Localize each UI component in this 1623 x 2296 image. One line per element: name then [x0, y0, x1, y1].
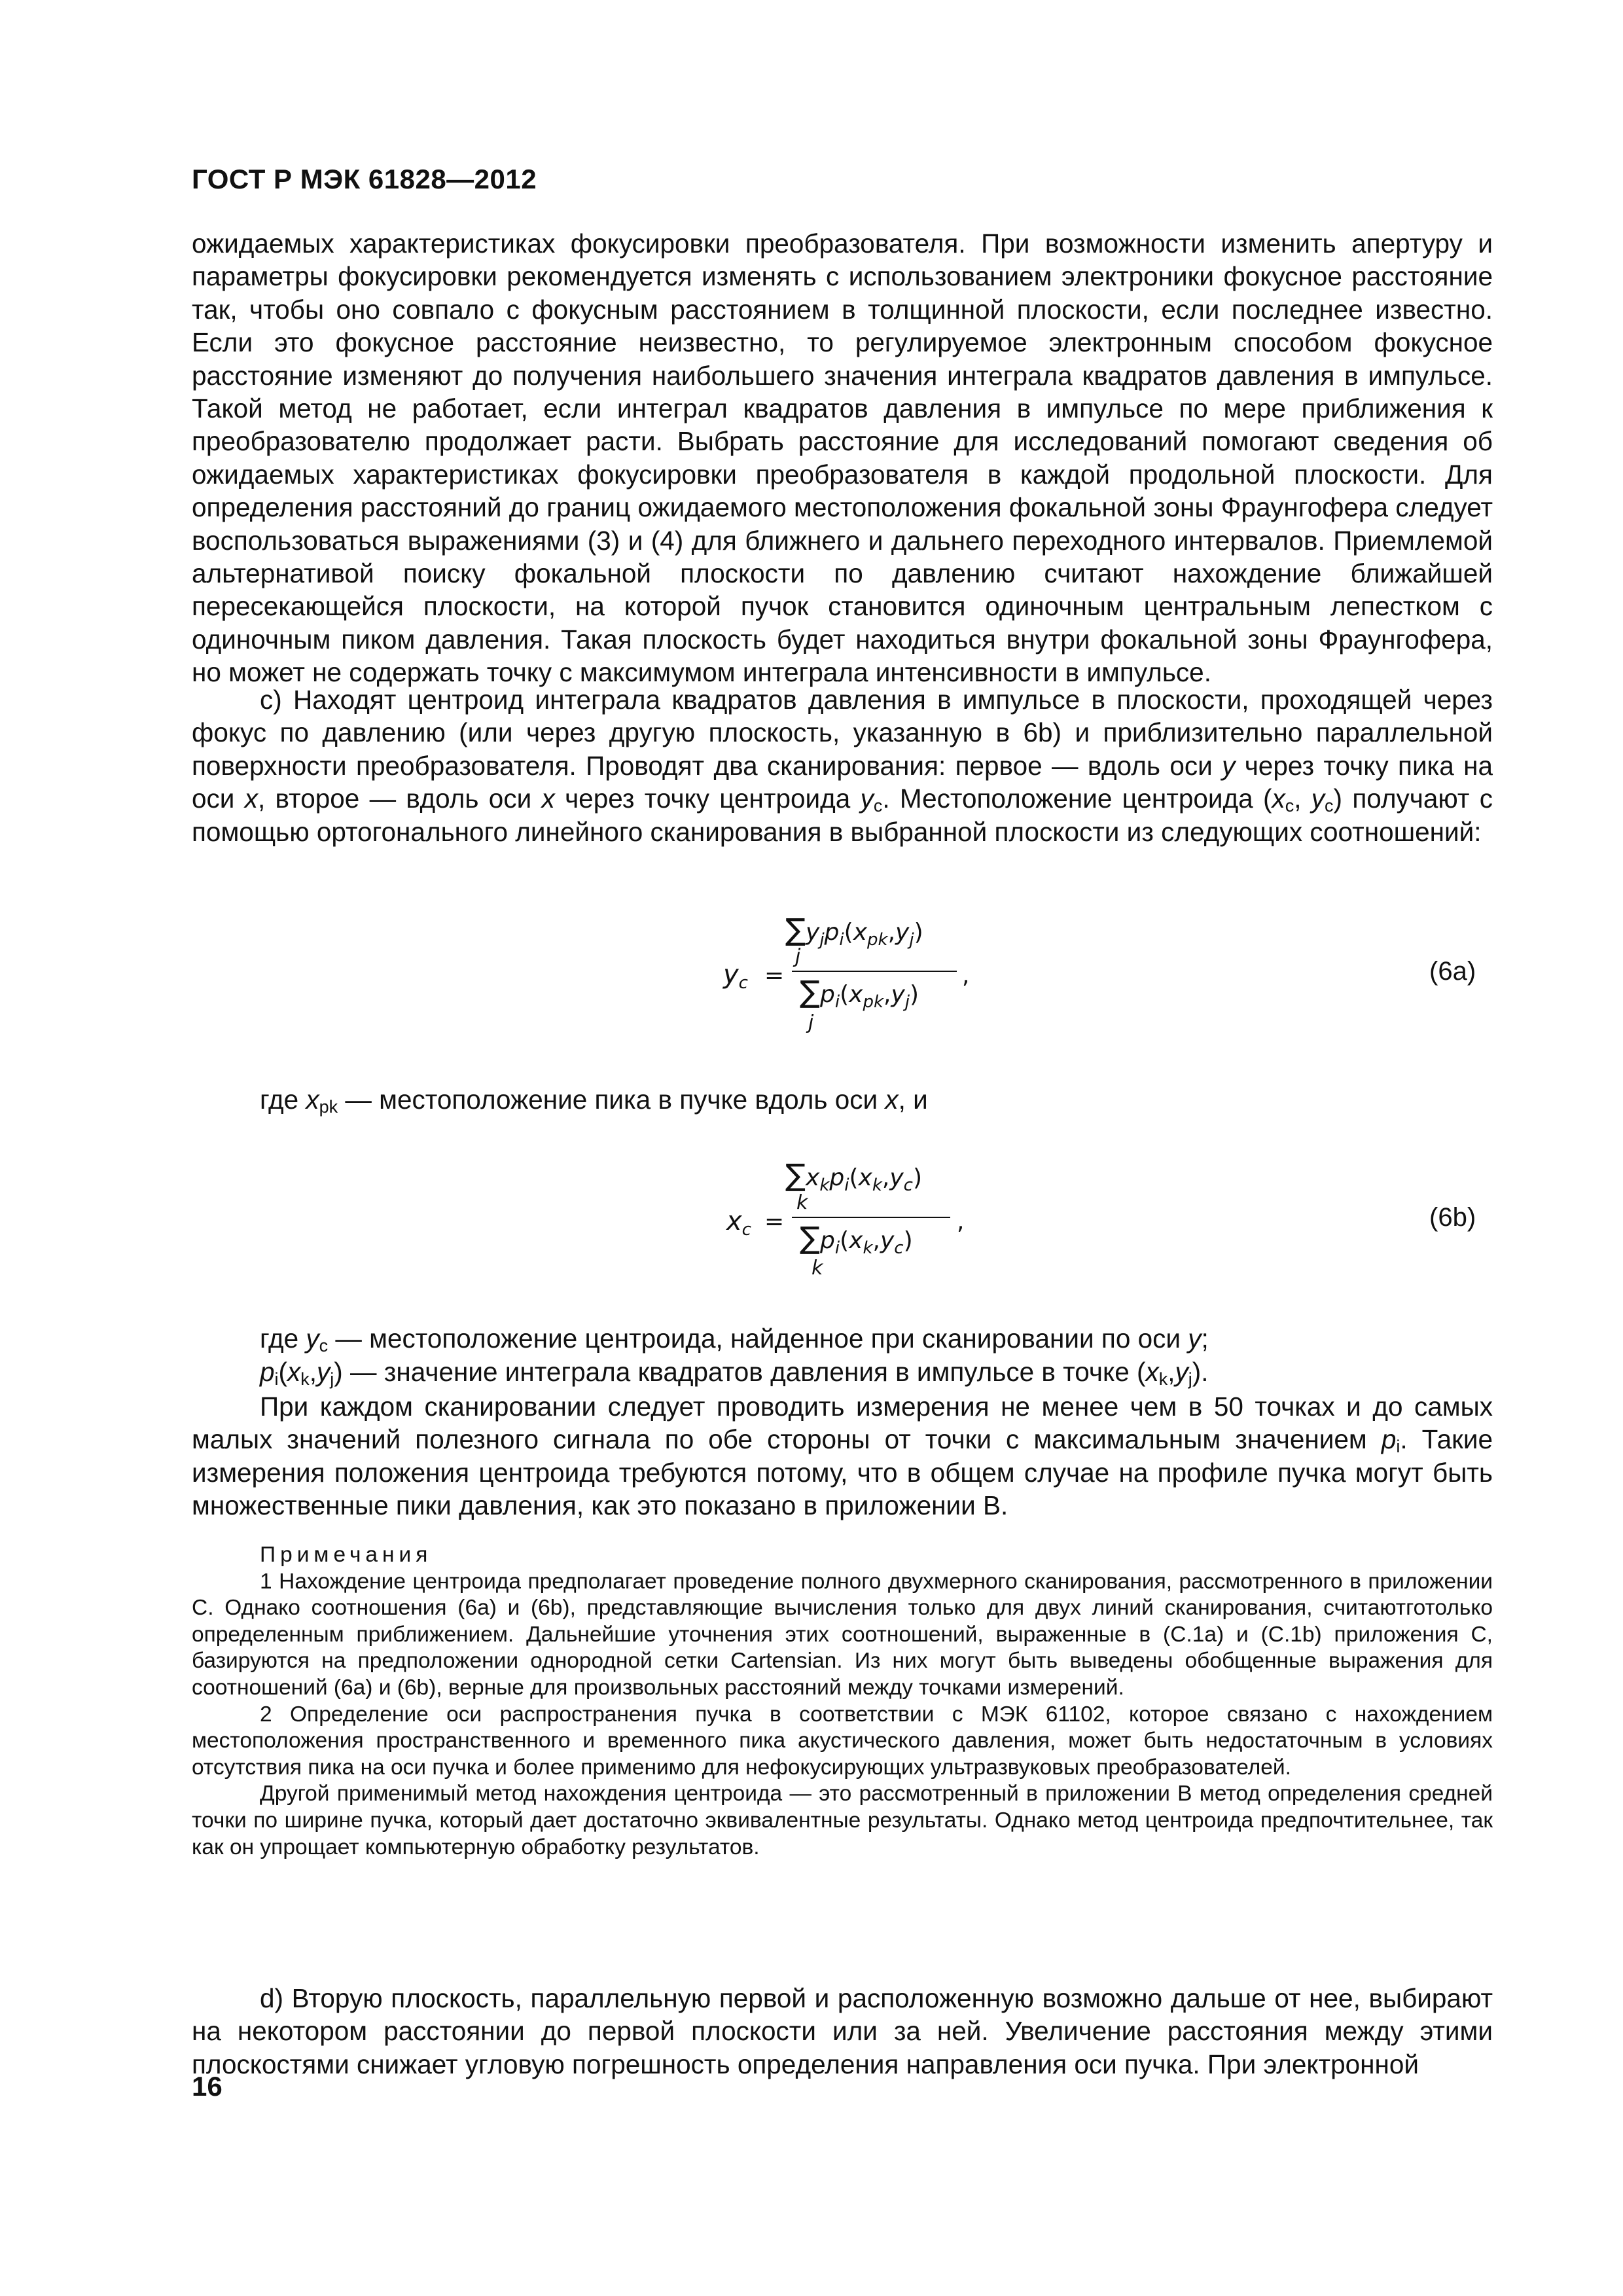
sum-index: k — [796, 1191, 808, 1214]
formula-denominator: $\sum p_i(x_{pk},y_j)$ — [800, 974, 919, 1012]
note-3: Другой применимый метод нахождения центроида — это рассмотренный в приложении В метод определения средней точки по ширине пучка, который дает достаточно эквивалентные результаты. Однако метод центроида предпочтительнее, так как он упрощает компьютерную обработку результатов. — [192, 1782, 1493, 1859]
paragraph-text: ожидаемых характеристиках фокусировки преобразователя. При возможности изменить апертуру и параметры фокусировки рекомендуется изменять с использованием электроники фокусное расстояние так, чтобы оно совпало с фокусным расстоянием в толщинной плоскости, если последнее известно. Если это фокусное расстояние неизвестно, то регулируемое электронным способом фокусное расстояние изменяют до получения наибольшего значения интеграла квадратов давления в импульсе. Такой метод не работает, если интеграл квадратов давления в импульсе по мере приближения к преобразователю продолжает расти. Выбрать расстояние для исследований помогают сведения об ожидаемых характеристиках фокусировки преобразователя в каждой продольной плоскости. Для определения расстояний до границ ожидаемого местоположения фокальной зоны Фраунгофера следует воспользоваться выражениями (3) и (4) для ближнего и дальнего переходного интервалов. Приемлемой альтернативой поиску фокальной плоскости по давлению считают нахождение ближайшей пересекающейся плоскости, на которой пучок становится одиночным центральным лепестком с одиночным пиком давления. Такая плоскость будет находиться внутри фокальной зоны Фраунгофера, но может не содержать точку с максимумом интеграла интенсивности в импульсе. — [192, 228, 1493, 688]
fraction-bar — [792, 971, 957, 972]
paragraph-focusing — [192, 227, 1493, 689]
paragraph-c-centroid: c) Находят центроид интеграла квадратов давления в импульсе в плоскости, проходящей через фокус по давлению (или через другую плоскость, указанную в 6b) и приблизительно параллельной поверхности преобразователя. Проводят два сканирования: первое — вдоль оси y через точку пика на оси x, второе — вдоль оси x через точку центроида $y_c$. Местоположение центроида ($x_c$, $y_c$) получают с помощью ортогонального линейного сканирования в выбранной плоскости из следующих соотношений: — [192, 685, 1493, 847]
formula-numerator: $\sum x_kp_i(x_k,y_c)$ — [785, 1157, 922, 1195]
formula-lhs: $x_c$ — [726, 1206, 751, 1240]
note-2: 2 Определение оси распространения пучка в соответствии с МЭК 61102, которое связано с нахождением местоположения пространственного и временного пика акустического давления, может быть недостаточным в условиях отсутствия пика на оси пучка и более применимо для нефокусирующих ультразвуковых преобразователей. — [192, 1702, 1493, 1780]
note-1: 1 Нахождение центроида предполагает проведение полного двухмерного сканирования, рассмотренного в приложении С. Однако соотношения (6a) и (6b), представляющие вычисления только для двух линий сканирования, считаютготолько определенным приближением. Дальнейшие уточнения этих соотношений, выраженные в (C.1a) и (C.1b) приложения С, базируются на предположении однородной сетки Cartensian. Из них могут быть выведены обобщенные выражения для соотношений (6a) и (6b), верные для произвольных расстояний между точками измерений. — [192, 1569, 1493, 1700]
where-pi: $p_i(x_k,y_j)$ — значение интеграла квадратов давления в импульсе в точке $(x_k,y_j)$. — [260, 1357, 1209, 1389]
paragraph-d-second-plane: d) Вторую плоскость, параллельную первой и расположенную возможно дальше от нее, выбирают на некотором расстоянии до первой плоскости или за ней. Увеличение расстояния между этими плоскостями снижает угловую погрешность определения направления оси пучка. При электронной — [192, 1983, 1493, 2079]
page-number: 16 — [192, 2071, 223, 2102]
formula-denominator: $\sum p_i(x_k,y_c)$ — [800, 1220, 913, 1258]
where-yc: где $y_c$ — местоположение центроида, найденное при сканировании по оси y; — [260, 1323, 1209, 1355]
formula-lhs: $y_c$ — [723, 960, 748, 993]
equation-number-6b: (6b) — [1429, 1203, 1476, 1232]
formula-numerator: $\sum y_jp_i(x_{pk},y_j)$ — [785, 912, 923, 950]
paragraph-measurements: При каждом сканировании следует проводить измерения не менее чем в 50 точках и до самых малых значений полезного сигнала по обе стороны от точки с максимальным значением $p_i$. Такие измерения положения центроида требуются потому, что в общем случае на профиле пучка могут быть множественные пики давления, как это показано в приложении В. — [192, 1391, 1493, 1521]
sum-index: k — [812, 1257, 823, 1280]
where-xpk: где $x_{pk}$ — местоположение пика в пучке вдоль оси x, и — [260, 1085, 928, 1117]
equals-sign: = — [764, 1208, 785, 1235]
sum-index: j — [795, 945, 801, 968]
document-page: ГОСТ Р МЭК 61828—2012 ожидаемых характеристиках фокусировки преобразователя. При возможности изменить апертуру и параметры фокусировки рекомендуется изменять с использованием электроники фокусное расстояние так, чтобы оно совпало с фокусным расстоянием в толщинной плоскости, если последнее известно. Если это фокусное расстояние неизвестно, то регулируемое электронным способом фокусное расстояние изменяют до получения наибольшего значения интеграла квадратов давления в импульсе. Такой метод не работает, если интеграл квадратов давления в импульсе по мере приближения к преобразователю продолжает расти. Выбрать расстояние для исследований помогают сведения об ожидаемых характеристиках фокусировки преобразователя в каждой продольной плоскости. Для определения расстояний до границ ожидаемого местоположения фокальной зоны Фраунгофера следует воспользоваться выражениями (3) и (4) для ближнего и дальнего переходного интервалов. Приемлемой альтернативой поиску фокальной плоскости по давлению считают нахождение ближайшей пересекающейся плоскости, на которой пучок становится одиночным центральным лепестком с одиночным пиком давления. Такая плоскость будет находиться внутри фокальной зоны Фраунгофера, но может не содержать точку с максимумом интеграла интенсивности в импульсе. c) Находят центроид интеграла квадратов давления в импульсе в плоскости, проходящей через фокус по давлению (или через другую плоскость, указанную в 6b) и приблизительно параллельной поверхности преобразователя. Проводят два сканирования: первое — вдоль оси y через точку пика на оси x, второе — вдоль оси x через точку центроида $y_c$. Местоположение центроида ($x_c$, $y_c$) получают с помощью ортогонального линейного сканирования в выбранной плоскости из следующих соотношений: $y_c$ = $\sum y_jp_i(x_{pk},y_j)$ j $\sum p_i(x_{pk},y_j)$ j , (6a) где $x_{pk}$ — местоположение пика в пучке вдоль оси x, и $x_c$ = $\sum x_kp_i(x_k,y_c)$ k $\sum p_i(x_k,y_c)$ k , (6b) где $y_c$ — местоположение центроида, найденное при сканировании по оси y; $p_i(x_k,y_j)$ — значение интеграла квадратов давления в импульсе в точке $(x_k,y_j)$. При каждом сканировании следует проводить измерения не менее чем в 50 точках и до самых малых значений полезного сигнала по обе стороны от точки с максимальным значением $p_i$. Такие измерения положения центроида требуются потому, что в общем случае на профиле пучка могут быть множественные пики давления, как это показано в приложении В. Примечания 1 Нахождение центроида предполагает проведение полного двухмерного сканирования, рассмотренного в приложении С. Однако соотношения (6a) и (6b), представляющие вычисления только для двух линий сканирования, считаютготолько определенным приближением. Дальнейшие уточнения этих соотношений, выраженные в (C.1a) и (C.1b) приложения С, базируются на предположении однородной сетки Cartensian. Из них могут быть выведены обобщенные выражения для соотношений (6a) и (6b), верные для произвольных расстояний между точками измерений. 2 Определение оси распространения пучка в соответствии с МЭК 61102, которое связано с нахождением местоположения пространственного и временного пика акустического давления, может быть недостаточным в условиях отсутствия пика на оси пучка и более применимо для нефокусирующих ультразвуковых преобразователей. Другой применимый метод нахождения центроида — это рассмотренный в приложении В метод определения средней точки по ширине пучка, который дает достаточно эквивалентные результаты. Однако метод центроида предпочтительнее, так как он упрощает компьютерную обработку результатов. d) Вторую плоскость, параллельную первой и расположенную возможно дальше от нее, выбирают на некотором расстоянии до первой плоскости или за ней. Увеличение расстояния между этими плоскостями снижает угловую погрешность определения направления оси пучка. При электронной 16 — [192, 164, 1493, 2102]
notes-title: Примечания — [260, 1543, 433, 1567]
equals-sign: = — [764, 962, 785, 989]
standard-header: ГОСТ Р МЭК 61828—2012 — [192, 164, 537, 194]
fraction-bar — [792, 1217, 950, 1218]
equation-number-6a: (6a) — [1429, 957, 1476, 986]
notes-block — [192, 1542, 1493, 1861]
sum-index: j — [808, 1011, 814, 1034]
